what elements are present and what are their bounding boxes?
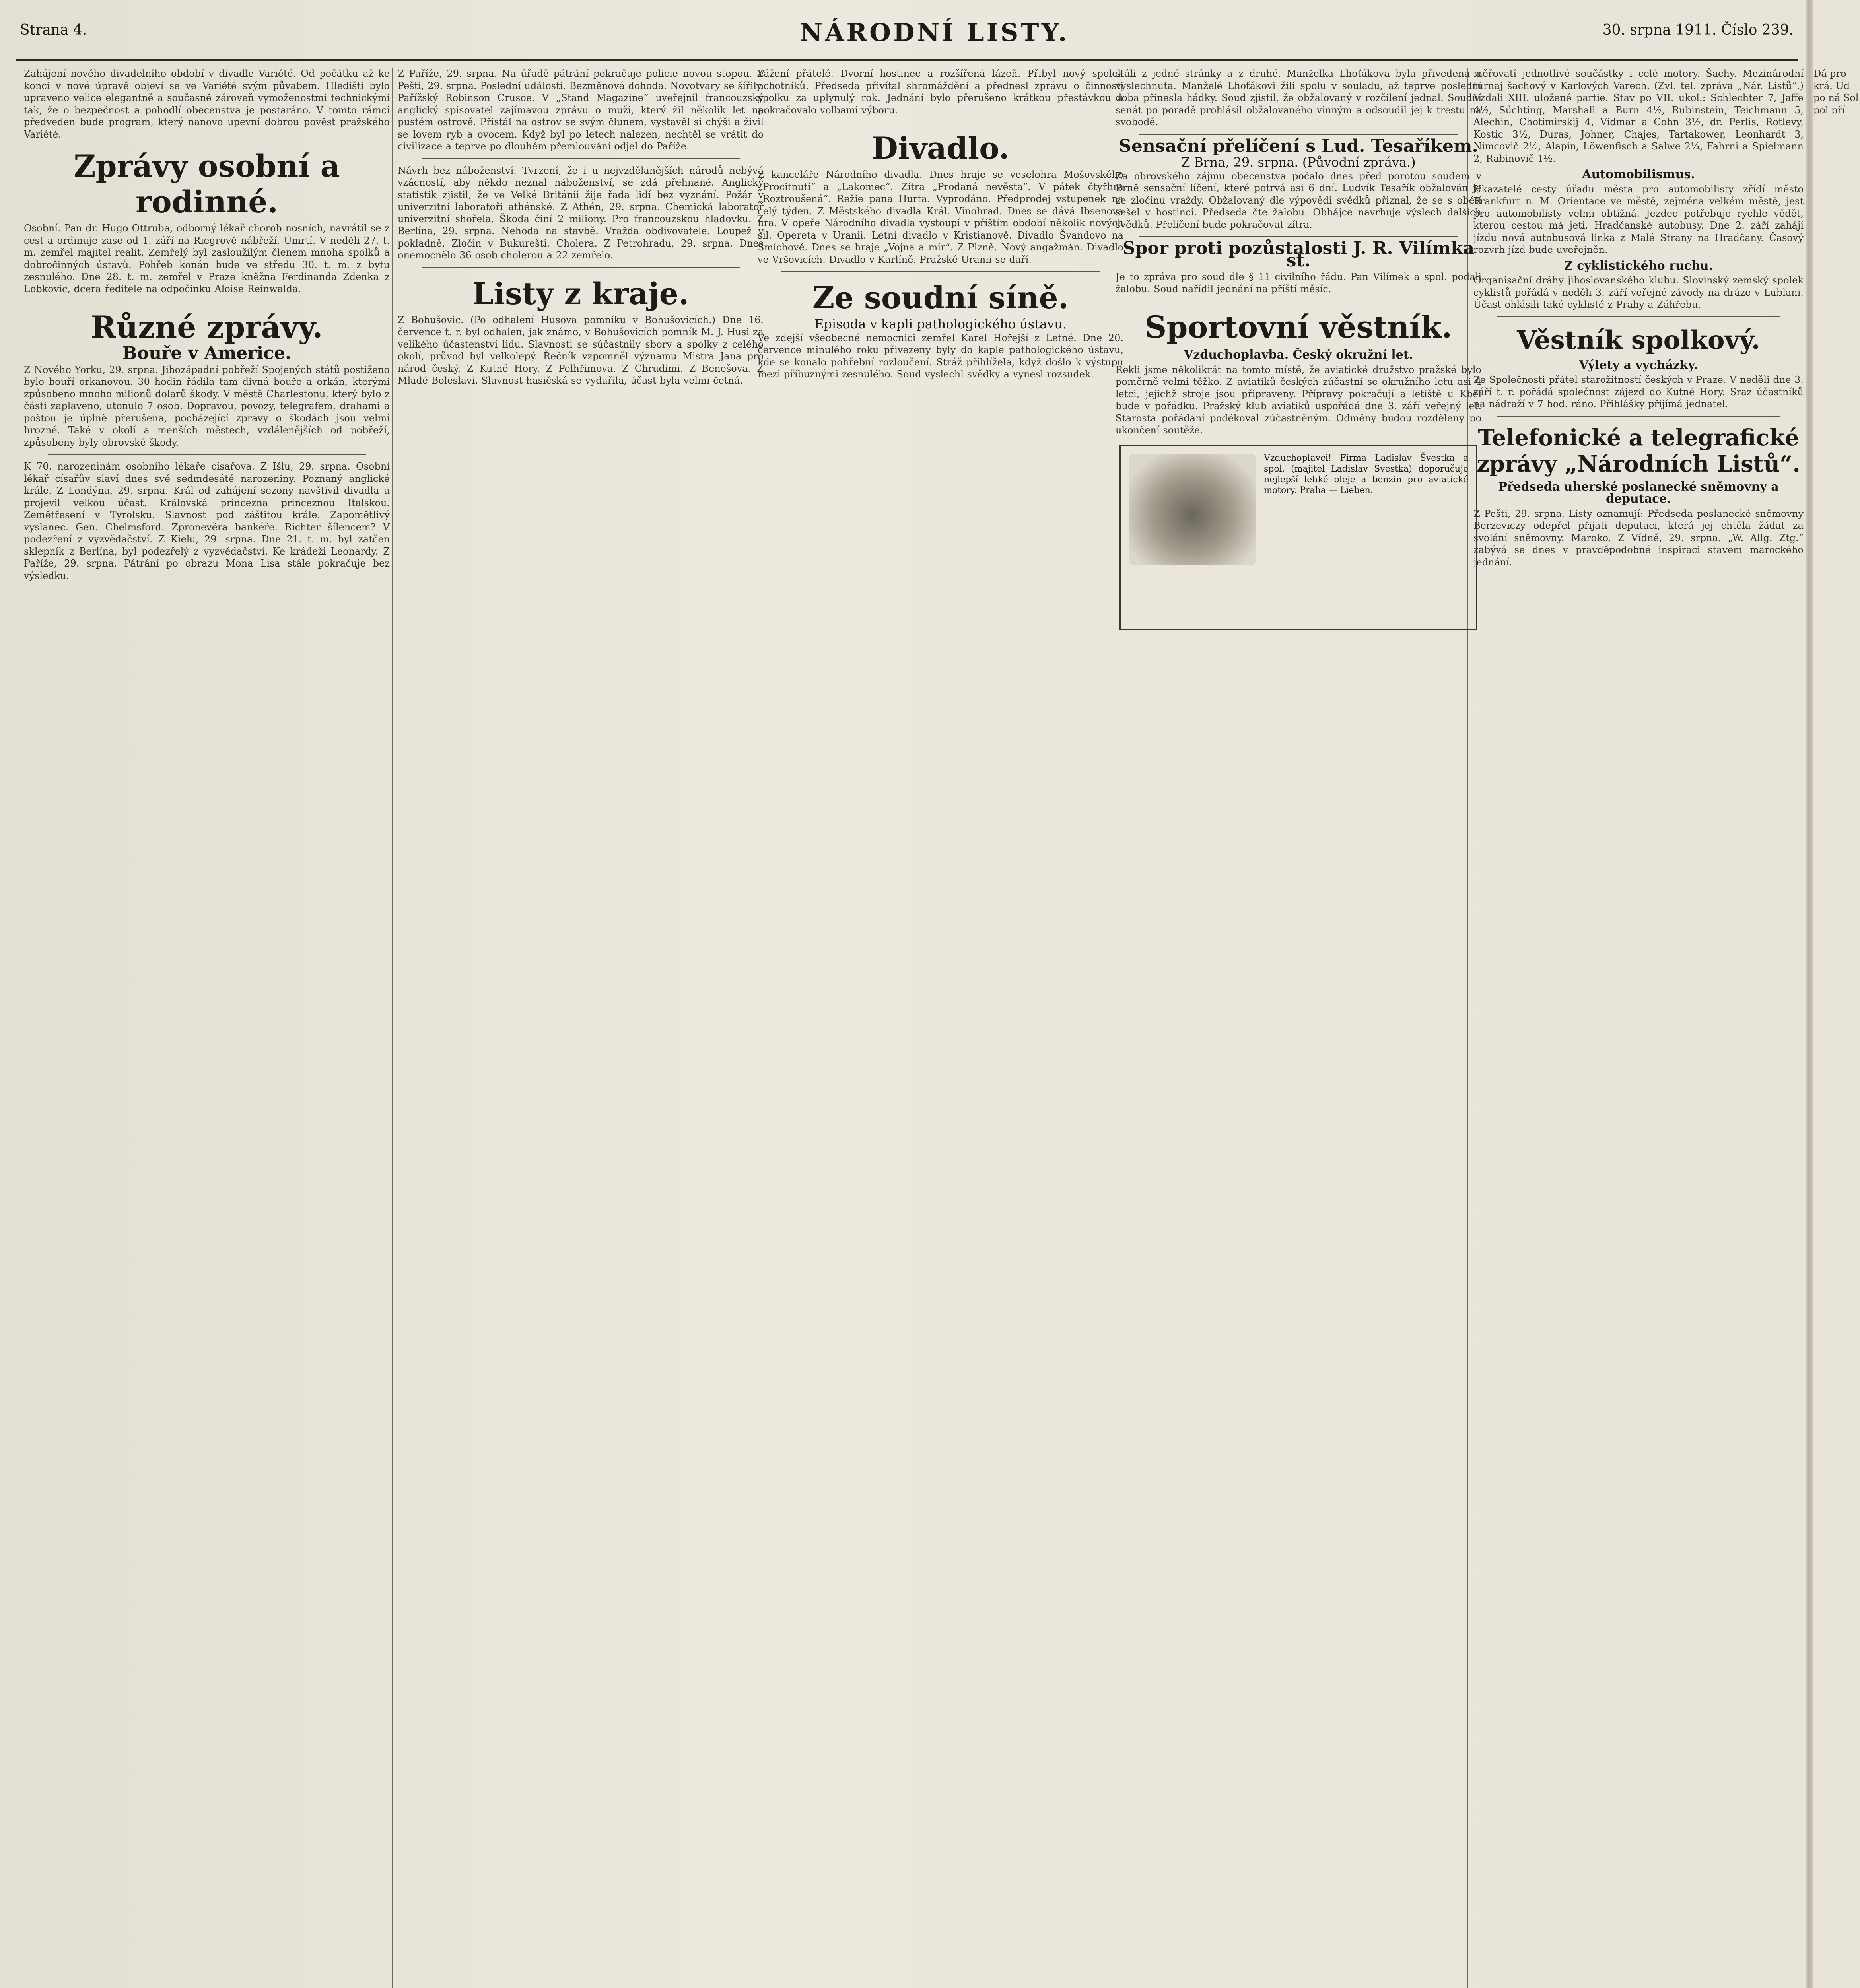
adjacent-page-edge: Dá pro krá. Ud po ná Sol pol pří: [1813, 68, 1859, 116]
separator: [48, 454, 366, 455]
separator: [1139, 134, 1458, 135]
article-text: Osobní. Pan dr. Hugo Ottruba, odborný lékař chorob nosních, navrátil se z cest a ordinuje zase od 1. září na Riegrově nábřeží. Úmrtí. V neděli 27. t. m. zemřel majitel realit. Zemřelý byl zasloužilým členem mnoha spolků a dobročinných ústavů. Pohřeb konán bude ve středu 30. t. m. z bytu zesnulého. Dne 28. t. m. zemřel v Praze kněžna Ferdinanda Zdenka z Lobkovic, dcera ředitele na odpočinku Aloise Reinwalda.: [24, 223, 390, 295]
article-heading: Předseda uherské poslanecké sněmovny a deputace.: [1498, 480, 1779, 506]
advertisement-illustration: [1129, 454, 1256, 565]
separator: [422, 267, 740, 268]
page-number: Strana 4.: [20, 22, 87, 38]
article-heading: Sensační přelíčení s Lud. Tesaříkem.: [1119, 136, 1478, 156]
separator: [1497, 416, 1780, 417]
masthead: [20, 14, 1794, 62]
issue-date: 30. srpna 1911. Číslo 239.: [1602, 22, 1794, 38]
section-heading: Různé zprávy.: [91, 309, 323, 345]
header-rule: [16, 59, 1798, 61]
article-text: Ukazatelé cesty úřadu města pro automobilisty zřídí město Frankfurt n. M. Orientace ve městě, zejména velkém městě, jest pro automobilisty velmi obtížná. Jezdec potřebuje rychle vědět, kterou cestou má jeti. Hradčanské autobusy. Dne 2. září zahájí jízdu nová autobusová linka z Malé Strany na Hradčany. Časový rozvrh jízd bude uveřejněn.: [1473, 183, 1804, 255]
section-heading: Automobilismus.: [1582, 167, 1695, 181]
article-text: Z Pešti, 29. srpna. Listy oznamují: Předseda poslanecké sněmovny Berzeviczy odepřel přijati deputaci, která jej chtěla žádat za svolání sněmovny. Maroko. Z Vídně, 29. srpna. „W. Allg. Ztg.“ zabývá se dnes v pravděpodobné inspiraci stavem marockého jednání.: [1473, 508, 1804, 568]
column-1: [24, 68, 390, 1988]
article-heading: Episoda v kapli pathologického ústavu.: [814, 316, 1067, 332]
column-5: [1473, 68, 1804, 1988]
section-heading: Věstník spolkový.: [1517, 325, 1760, 355]
article-heading: Bouře v Americe.: [122, 343, 292, 363]
article-text: Z kanceláře Národního divadla. Dnes hraje se veselohra Mošovského „Procitnutí“ a „Lakomec“. Zítra „Prodaná nevěsta“. V pátek čtyřhra „Roztroušená“. Režie pana Hurta. Vyprodáno. Předprodej vstupenek na celý týden. Z Městského divadla Král. Vinohrad. Dnes se dává Ibsenova hra. V opeře Národního divadla vystoupí v příštím období několik nových sil. Opereta v Uranii. Letní divadlo v Kristianově. Divadlo Švandovo na Smíchově. Dnes se hraje „Vojna a mír“. Z Plzně. Nový angažmán. Divadlo ve Vršovicích. Divadlo v Karlíně. Pražské Uranii se daří.: [758, 169, 1123, 265]
column-divider: [392, 68, 393, 1988]
article-text: Ze Společnosti přátel starožitností českých v Praze. V neděli dne 3. září t. r. pořádá společnost zájezd do Kutné Hory. Sraz účastníků na nádraží v 7 hod. ráno. Přihlášky přijímá jednatel.: [1473, 374, 1804, 410]
section-heading: Zprávy osobní a rodinné.: [74, 148, 340, 219]
article-text: Organisační dráhy jihoslovanského klubu. Slovinský zemský spolek cyklistů pořádá v neděli 3. září veřejné závody na dráze v Lublani. Účast ohlásili také cyklisté z Prahy a Záhřebu.: [1473, 275, 1804, 310]
separator: [1497, 316, 1780, 317]
separator: [781, 271, 1100, 272]
article-text: Z Nového Yorku, 29. srpna. Jihozápadní pobřeží Spojených států postiženo bylo bouří orkanovou. 30 hodin řádila tam divná bouře a orkán, kterými způsobeno mnoho milionů dolarů škody. V městě Charlestonu, který bylo z části zaplaveno, utonulo 7 osob. Dopravou, povozy, telegrafem, drahami a poštou je úplně přerušena, pocházející zprávy o škodách jsou velmi hrozné. Také v okolí a menších městech, vzdálenějších od pobřeží, způsobeny byly obrovské škody.: [24, 364, 390, 448]
page-fold: [1806, 0, 1813, 1988]
separator: [422, 158, 740, 159]
newspaper-title: NÁRODNÍ LISTY.: [800, 18, 1069, 47]
article-text: Vážení přátelé. Dvorní hostinec a rozšířená lázeň. Přibyl nový spolek ochotníků. Předseda přivítal shromáždění a přednesl zprávu o činnosti spolku za uplynulý rok. Jednání bylo přerušeno krátkou přestávkou a pokračovalo volbami výboru.: [758, 68, 1123, 116]
advertisement: [1119, 445, 1477, 630]
article-text: Z Paříže, 29. srpna. Na úřadě pátrání pokračuje policie novou stopou. Z Pešti, 29. srpna. Poslední události. Bezměnová dohoda. Novotvary se šířily. Pařížský Robinson Crusoe. V „Stand Magazine“ uveřejnil francouzský anglický spisovatel zajímavou zprávu o muži, který žil několik let na pustém ostrově. Přistál na ostrov se svým člunem, vystavěl si chýši a živil se lovem ryb a ovocem. Když byl po letech nalezen, nechtěl se vrátit do civilizace a teprve po dlouhém přemlouvání odjel do Paříže.: [398, 68, 764, 152]
section-heading: Ze soudní síně.: [812, 280, 1069, 315]
article-text: Ve zdejší všeobecné nemocnici zemřel Karel Hořejší z Letné. Dne 20. července minulého roku přivezeny byly do kaple pathologického ústavu, kde se konalo pohřební rozloučení. Stráž přihlížela, když došlo k výstupu mezi příbuznými zesnulého. Soud vyslechl svědky a vynesl rozsudek.: [758, 332, 1123, 380]
article-text: Z Bohušovic. (Po odhalení Husova pomníku v Bohušovicích.) Dne 16. července t. r. byl odhalen, jak známo, v Bohušovicích pomník M. J. Husi za velikého účastenství lidu. Slavnosti se súčastnily sbory a spolky z celého okolí, průvod byl velkolepý. Řečník vzpomněl významu Mistra Jana pro národ český. Z Kutné Hory. Z Pelhřimova. Z Chrudimi. Z Benešova. Z Mladé Boleslavi. Slavnost hasičská se vydařila, účast byla velmi četná.: [398, 314, 764, 386]
section-heading: Listy z kraje.: [472, 276, 689, 311]
section-heading: Sportovní věstník.: [1145, 309, 1452, 345]
advertisement-text: Vzduchoplavci! Firma Ladislav Švestka a spol. (majitel Ladislav Švestka) doporučuje nejlepší lehké oleje a benzin pro aviatické motory. Praha — Lieben.: [1264, 453, 1468, 495]
separator: [1139, 236, 1458, 237]
column-2: [398, 68, 764, 1988]
article-heading: Vzduchoplavba. Český okružní let.: [1184, 348, 1413, 362]
article-text: stáli z jedné stránky a z druhé. Manželka Lhoťákova byla přivedena a vyslechnuta. Manželé Lhoťákovi žili spolu v souladu, až teprve poslední doba přinesla hádky. Soud zjistil, že obžalovaný v rozčilení jednal. Soudní senát po poradě prohlásil obžalovaného vinným a odsoudil jej k trestu na svobodě.: [1116, 68, 1481, 128]
section-heading: Telefonické a telegrafické zprávy „Národních Listů“.: [1477, 424, 1800, 477]
column-4: [1116, 68, 1481, 1988]
article-text: Je to zpráva pro soud dle § 11 civilního řádu. Pan Vilímek a spol. podali žalobu. Soud nařídil jednání na příští měsíc.: [1116, 271, 1481, 295]
article-heading: Výlety a vycházky.: [1579, 358, 1698, 372]
article-heading: Spor proti pozůstalosti J. R. Vilímka st.: [1122, 238, 1475, 271]
article-text: K 70. narozeninám osobního lékaře císařova. Z Išlu, 29. srpna. Osobní lékař císařův slaví dnes své sedmdesáté narozeniny. Poznaný anglické krále. Z Londýna, 29. srpna. Král od zahájení sezony navštívil divadla a projevil velkou účast. Královská princezna princeznou Italskou. Zemětřesení v Tyrolsku. Slavnost pod záštitou krále. Zapomětlivý vyslanec. Gen. Chelmsford. Zpronevěra bankéře. Richter šílencem? V podezření z vyzvědačství. Z Kielu, 29. srpna. Dne 21. t. m. byl zatčen sklepník z Berlína, byl podezřelý z vyzvědačství. Ke krádeži Leonardy. Z Paříže, 29. srpna. Pátrání po obrazu Mona Lisa stále pokračuje bez výsledku.: [24, 461, 390, 581]
article-text: Za obrovského zájmu obecenstva počalo dnes před porotou soudem v Brně sensační líčení, které potrvá asi 6 dní. Ludvík Tesařík obžalován je ze zločinu vraždy. Obžalovaný dle výpovědi svědků přiznal, že se s obětí sešel v hostinci. Předseda čte žalobu. Obhájce navrhuje výslech dalších svědků. Přelíčení bude pokračovat zítra.: [1116, 170, 1481, 230]
section-heading: Divadlo.: [871, 130, 1009, 166]
article-text: Rekli jsme několikrát na tomto místě, že aviatické družstvo pražské bylo poměrně velmi těžko. Z aviatiků českých zúčastní se okružního letu asi 4 letci, jejichž stroje jsou připraveny. Přípravy pokračují a letiště u Kbel bude v pořádku. Pražský klub aviatiků uspořádá dne 3. září veřejný let. Starosta pořádání poděkoval zúčastněným. Odměny budou rozděleny po ukončení soutěže.: [1116, 364, 1481, 436]
article-text: měřovatí jednotlivé součástky i celé motory. Šachy. Mezinárodní turnaj šachový v Karlových Varech. (Zvl. tel. zpráva „Nár. Listů“.) Vzdali XIII. uložené partie. Stav po VII. ukol.: Schlechter 7, Jaffe 4½, Sűchting, Marshall a Burn 4½, Rubinstein, Teichmann 5, Alechin, Chotimirskij 4, Vidmar a Cohn 3½, dr. Perlis, Rotlevy, Kostic 3½, Duras, Johner, Chajes, Tartakower, Leonhardt 3, Nimcovič 2½, Alapin, Löwenfisch a Salwe 2¼, Fahrni a Spielmann 2, Rabinovič 1½.: [1473, 68, 1804, 164]
article-text: Zahájení nového divadelního období v divadle Variété. Od počátku až ke konci v nové úpravě objeví se ve Variété svým půvabem. Hledišti bylo upraveno velice elegantně a současně zároveň vymoženostmi technickými tak, že o bezpečnost a pohodlí obecenstva je postaráno. V tomto rámci předveden bude program, který nanovo upevní dobrou pověst pražského Variété.: [24, 68, 390, 140]
section-heading: Z cyklistického ruchu.: [1564, 258, 1713, 273]
article-text: Návrh bez náboženství. Tvrzení, že i u nejvzdělanějších národů nebývá vzácností, aby někdo neznal náboženství, se zdá přehnané. Anglický statistik zjistil, že ve Velké Británii žije řada lidí bez vyznání. Požár v univerzitní laboratoři athénské. Z Athén, 29. srpna. Chemická laboratoř univerzitní shořela. Škoda činí 2 miliony. Pro francouzskou hladovku. Z Berlína, 29. srpna. Nehoda na stavbě. Vražda obdivovatele. Loupež v pokladně. Zločin v Bukurešti. Cholera. Z Petrohradu, 29. srpna. Dnes onemocnělo 36 osob cholerou a 22 zemřelo.: [398, 165, 764, 261]
article-subheading: Z Brna, 29. srpna. (Původní zpráva.): [1181, 155, 1416, 170]
column-3: [758, 68, 1123, 1988]
